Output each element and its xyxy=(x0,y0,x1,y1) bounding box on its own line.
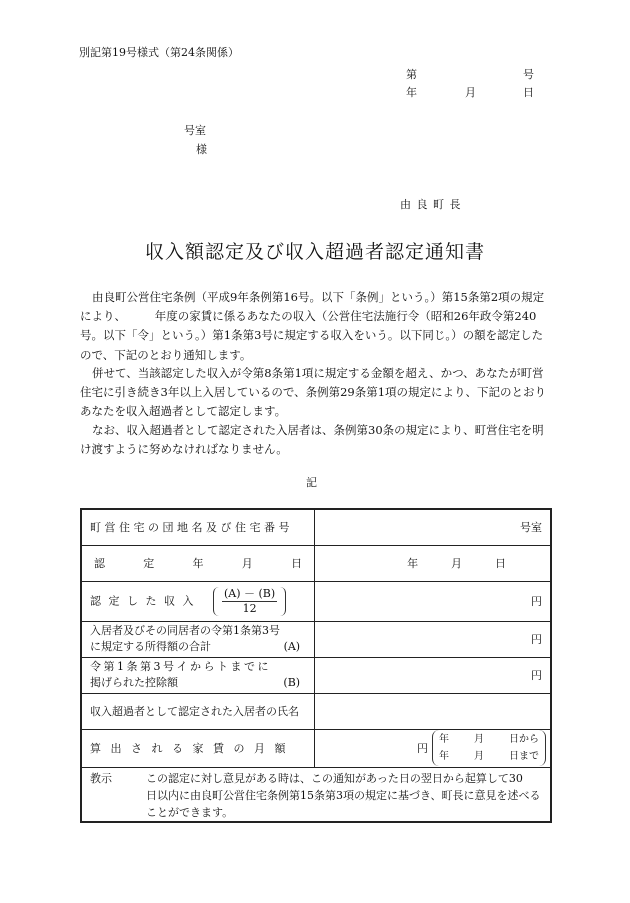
rent-period: 年 月 日から 年 月 日まで xyxy=(432,730,546,766)
ki-heading: 記 xyxy=(306,476,317,489)
table-row-deduction xyxy=(81,657,551,693)
form-reference: 別記第19号様式（第24条関係） xyxy=(79,46,239,59)
label-excess-name: 収入超過者として認定された入居者の氏名 xyxy=(81,693,315,729)
instruction-note: 教示 この認定に対し意見がある時は、この通知があった日の翌日から起算して30 日以内に由良町公営住宅条例第15条第3項の規定に基づき、町長に意見を述べる ことができます。 xyxy=(81,767,551,822)
label-deduction: 令第1条第3号イからトまでに 掲げられた控除額 (B) xyxy=(81,657,315,693)
date-day: 日 xyxy=(523,86,534,99)
table-row-instruction xyxy=(81,767,551,822)
label-certified-income: 認 定 し た 収 入 $\frac{(A) - (B)}{12}$ xyxy=(81,581,315,621)
income-formula: $\frac{(A) - (B)}{12}$ xyxy=(213,587,286,616)
table-row-certified-income xyxy=(81,581,551,621)
table-row-monthly-rent xyxy=(81,729,551,767)
certification-table xyxy=(80,508,552,823)
table-row-cert-date xyxy=(81,545,551,581)
label-housing: 町営住宅の団地名及び住宅番号 xyxy=(81,509,315,545)
value-deduction: 円 xyxy=(315,657,551,693)
issuer: 由 良 町 長 xyxy=(400,198,462,211)
value-excess-name xyxy=(315,693,551,729)
recipient-room: 号室 xyxy=(184,124,206,137)
date-month: 月 xyxy=(465,86,476,99)
date-year: 年 xyxy=(406,86,417,99)
instruction-label: 教示 xyxy=(90,771,112,785)
document-title: 収入額認定及び収入超過者認定通知書 xyxy=(145,241,486,263)
table-row-housing xyxy=(81,509,551,545)
label-cert-date: 認 定 年 月 日 xyxy=(81,545,315,581)
body-paragraph-1: 由良町公営住宅条例（平成9年条例第16号。以下「条例」という。）第15条第2項の規定により、 年度の家賃に係るあなたの収入（公営住宅法施行令（昭和26年政令第240号。以下「令」という。）第1条第3号に規定する収入をいう。以下同じ。）の額を認定したので、下記のとおり通知します。 xyxy=(80,290,545,362)
recipient-honorific: 様 xyxy=(196,143,207,156)
body-paragraph-3: なお、収入超過者として認定された入居者は、条例第30条の規定により、町営住宅を明け渡すように努めなければなりません。 xyxy=(80,423,544,457)
body-paragraph-2: 併せて、当該認定した収入が令第8条第1項に規定する金額を超え、かつ、あなたが町営住宅に引き続き3年以上入居しているので、条例第29条第1項の規定により、下記のとおりあなたを収入超過者として認定します。 xyxy=(80,366,547,419)
value-housing-room: 号室 xyxy=(315,509,551,545)
label-monthly-rent: 算 出 さ れ る 家 賃 の 月 額 xyxy=(81,729,315,767)
value-cert-date: 年 月 日 xyxy=(315,545,551,581)
table-row-excess-name xyxy=(81,693,551,729)
value-income-total: 円 xyxy=(315,621,551,657)
doc-number-prefix: 第 xyxy=(406,68,417,81)
doc-number-suffix: 号 xyxy=(523,68,534,81)
value-certified-income: 円 xyxy=(315,581,551,621)
value-monthly-rent: 円 年 月 日から 年 月 日まで xyxy=(315,729,551,767)
label-income-total: 入居者及びその同居者の令第1条第3号 に規定する所得額の合計 (A) xyxy=(81,621,315,657)
table-row-income-total xyxy=(81,621,551,657)
